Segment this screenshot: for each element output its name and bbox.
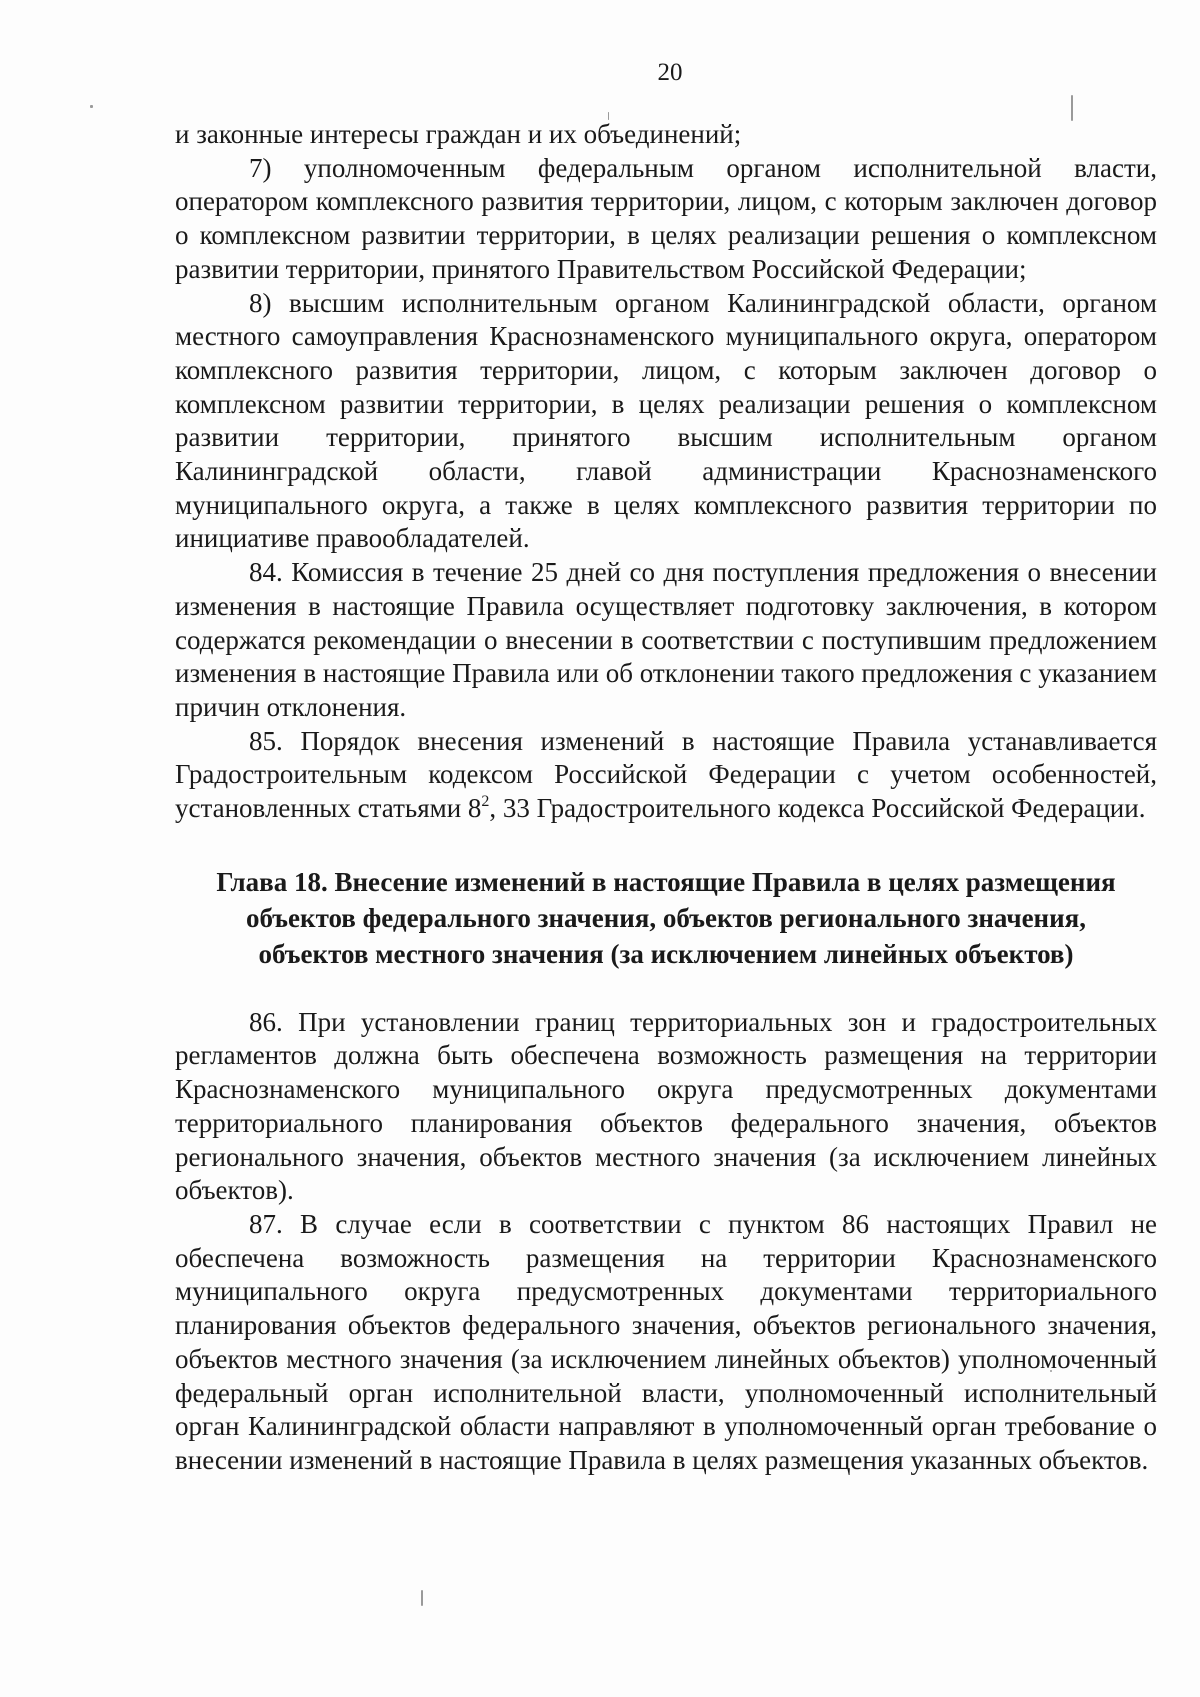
chapter-heading (175, 864, 1157, 972)
page-number: 20 (657, 59, 683, 86)
paragraph: 7) уполномоченным федеральным органом исполнительной власти, оператором комплексного развития территории, лицом, с которым заключен договор о комплексном развитии территории, в целях реализации решения о комплексном развитии территории, принятого Правительством Российской Федерации; (175, 152, 1157, 284)
paragraph-85 (175, 725, 1157, 826)
paragraph: 84. Комиссия в течение 25 дней со дня поступления предложения о внесении изменения в настоящие Правила осуществляет подготовку заключения, в котором содержатся рекомендации о внесении в соответствии с поступившим предложением изменения в настоящие Правила или об отклонении такого предложения с указанием причин отклонения. (175, 557, 1157, 722)
paragraph-85-text: 85. Порядок внесения изменений в настоящие Правила устанавливается Градостроительным кодексом Российской Федерации с учетом особенностей, установленных статьями 8 (175, 725, 1157, 824)
scan-mark (90, 105, 93, 108)
chapter-heading-line: Глава 18. Внесение изменений в настоящие Правила в целях размещения (216, 866, 1116, 897)
paragraph: и законные интересы граждан и их объединений; (175, 119, 742, 149)
paragraph: 86. При установлении границ территориальных зон и градостроительных регламентов должна быть обеспечена возможность размещения на территории Краснознаменского муниципального округа предусмотренных документами территориального планирования объектов федерального значения, объектов регионального значения, объектов местного значения (за исключением линейных объектов). (175, 1006, 1157, 1206)
document-body (175, 118, 1157, 1478)
scan-mark (421, 1590, 423, 1606)
paragraph: 8) высшим исполнительным органом Калининградской области, органом местного самоуправления Краснознаменского муниципального округа, оператором комплексного развития территории, лицом, с которым заключен договор о комплексном развитии территории, в целях реализации решения о комплексном развитии территории, принятого высшим исполнительным органом Калининградской области, главой администрации Краснознаменского муниципального округа, а также в целях комплексного развития территории по инициативе правообладателей. (175, 287, 1157, 554)
chapter-heading-line: объектов федерального значения, объектов регионального значения, (245, 902, 1087, 933)
paragraph-85-text-end: , 33 Градостроительного кодекса Российской Федерации. (489, 793, 1146, 824)
chapter-heading-line: объектов местного значения (за исключением линейных объектов) (258, 938, 1074, 969)
superscript: 2 (481, 793, 490, 811)
paragraph: 87. В случае если в соответствии с пунктом 86 настоящих Правил не обеспечена возможность размещения на территории Краснознаменского муниципального округа предусмотренных документами территориального планирования объектов федерального значения, объектов регионального значения, объектов местного значения (за исключением линейных объектов) уполномоченный федеральный орган исполнительной власти, уполномоченный исполнительный орган Калининградской области направляют в уполномоченный орган требование о внесении изменений в настоящие Правила в целях размещения указанных объектов. (175, 1208, 1157, 1475)
